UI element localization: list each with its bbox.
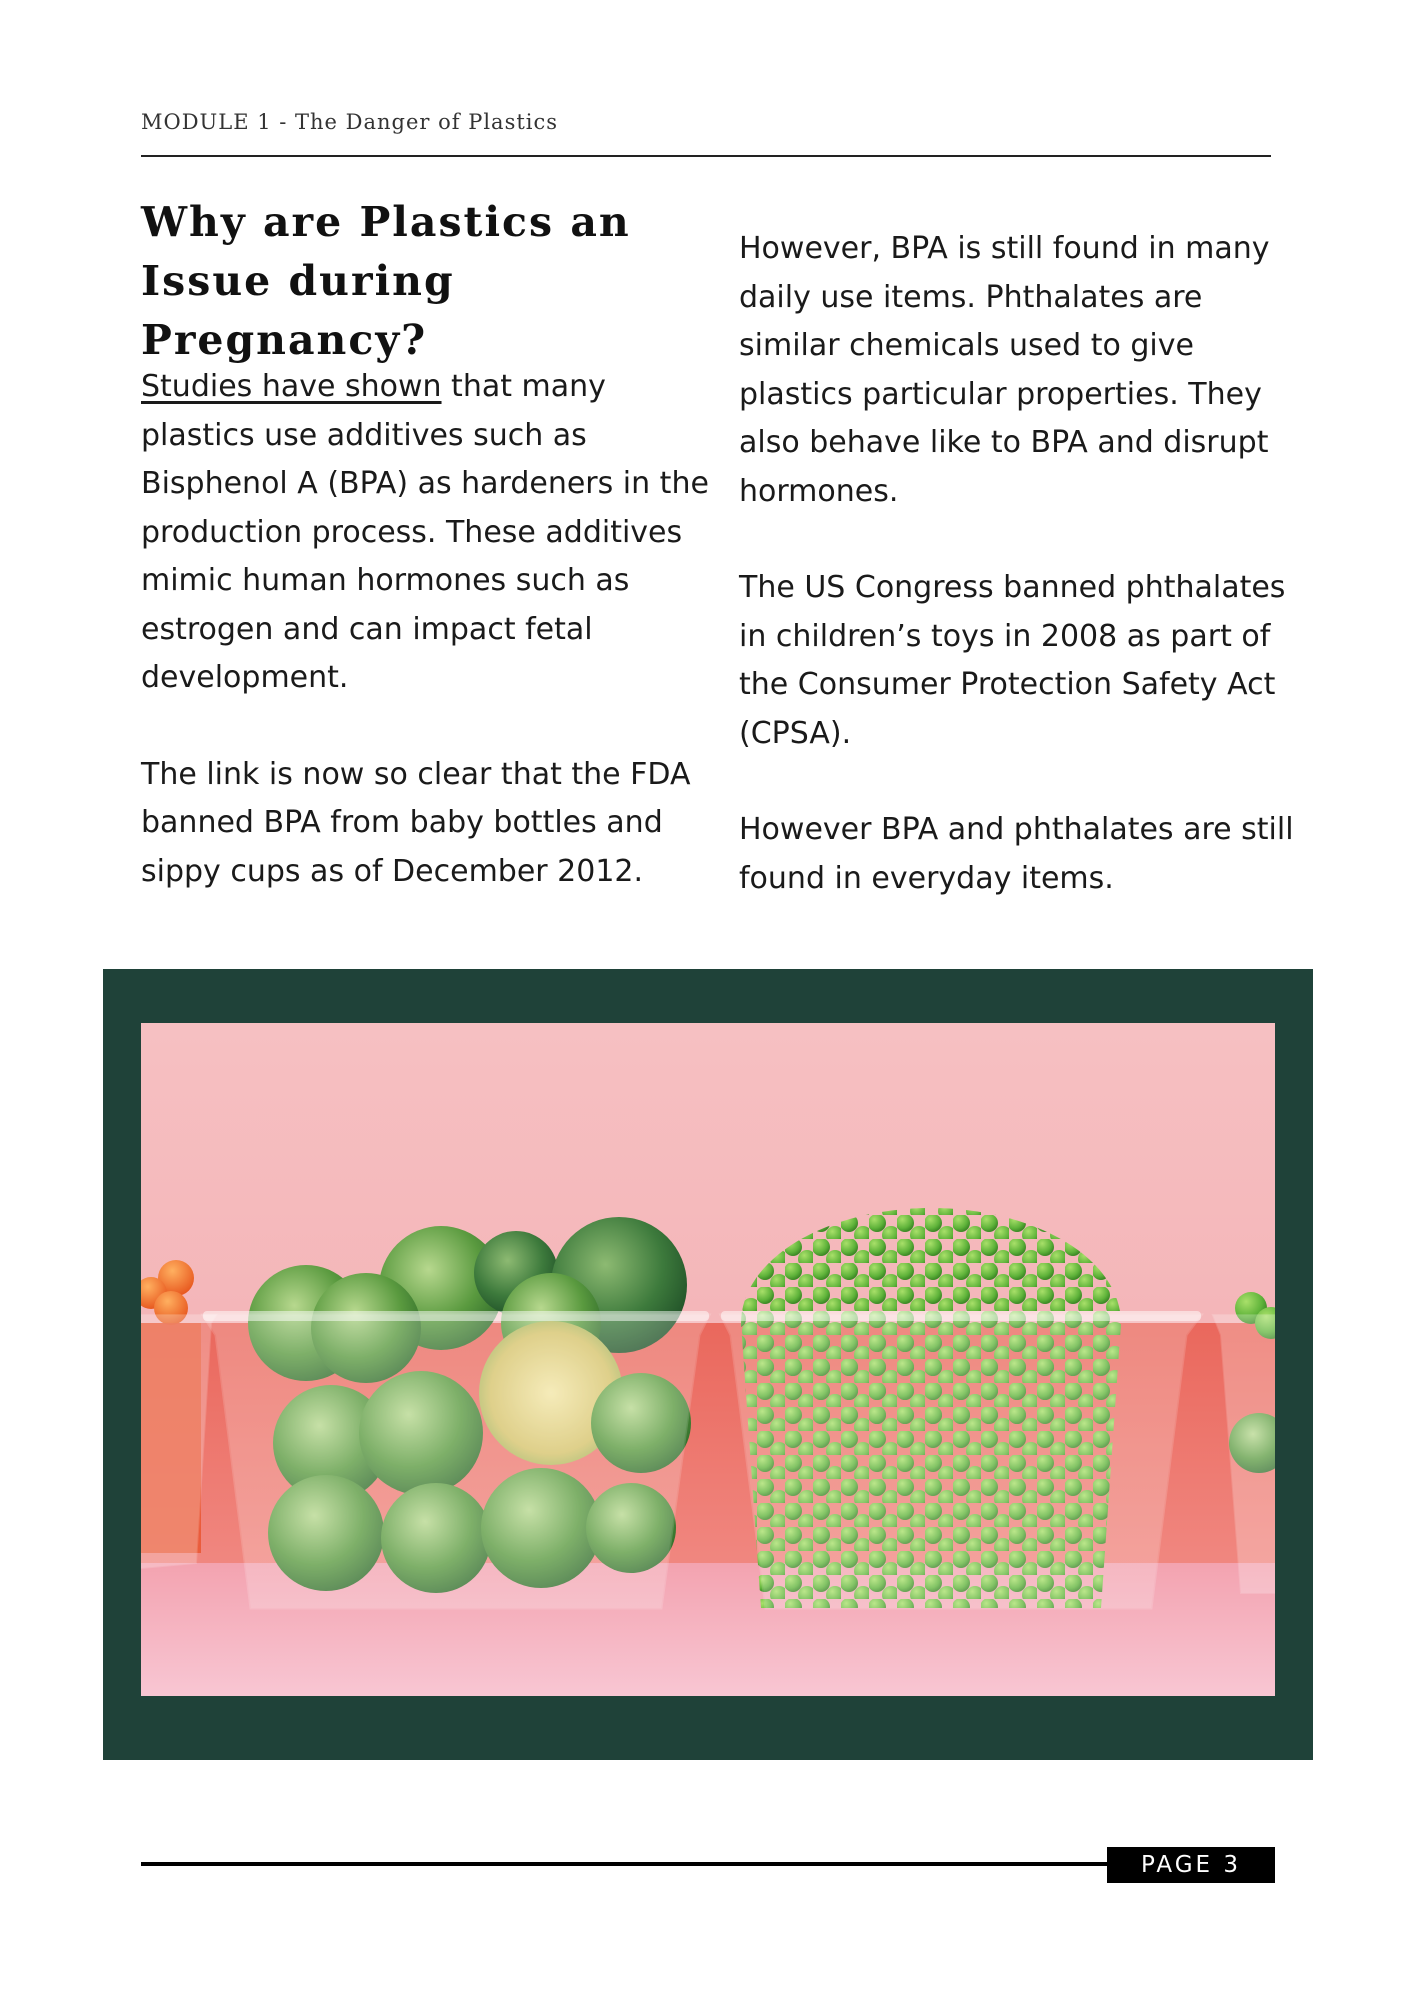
- page-number-badge: PAGE 3: [1107, 1847, 1275, 1883]
- studies-link[interactable]: Studies have shown: [141, 369, 442, 404]
- photo-frame: [103, 969, 1313, 1760]
- right-paragraph-3: However BPA and phthalates are still found in everyday items.: [739, 812, 1294, 896]
- left-paragraph-1: [141, 363, 711, 703]
- left-paragraph-1-text: that many plastics use additives such as Bisphenol A (BPA) as hardeners in the production process. These additives mimic human hormones such as estrogen and can impact fetal development.: [141, 369, 709, 695]
- vegetables-photo: [141, 1023, 1275, 1696]
- right-column: [739, 225, 1299, 903]
- page-title-line-1: Why are Plastics an: [141, 198, 631, 246]
- left-column: [141, 363, 711, 896]
- footer-divider: [141, 1862, 1141, 1866]
- left-paragraph-2: The link is now so clear that the FDA banned BPA from baby bottles and sippy cups as of December 2012.: [141, 756, 691, 889]
- right-paragraph-1: However, BPA is still found in many daily use items. Phthalates are similar chemicals used to give plastics particular properties. They also behave like to BPA and disrupt hormones.: [739, 231, 1270, 509]
- page-title-line-2: Issue during Pregnancy?: [141, 257, 455, 364]
- header-divider: [141, 155, 1271, 157]
- module-header: MODULE 1 - The Danger of Plastics: [141, 110, 559, 134]
- right-paragraph-2: The US Congress banned phthalates in children’s toys in 2008 as part of the Consumer Protection Safety Act (CPSA).: [739, 570, 1286, 751]
- page-title: [141, 193, 721, 370]
